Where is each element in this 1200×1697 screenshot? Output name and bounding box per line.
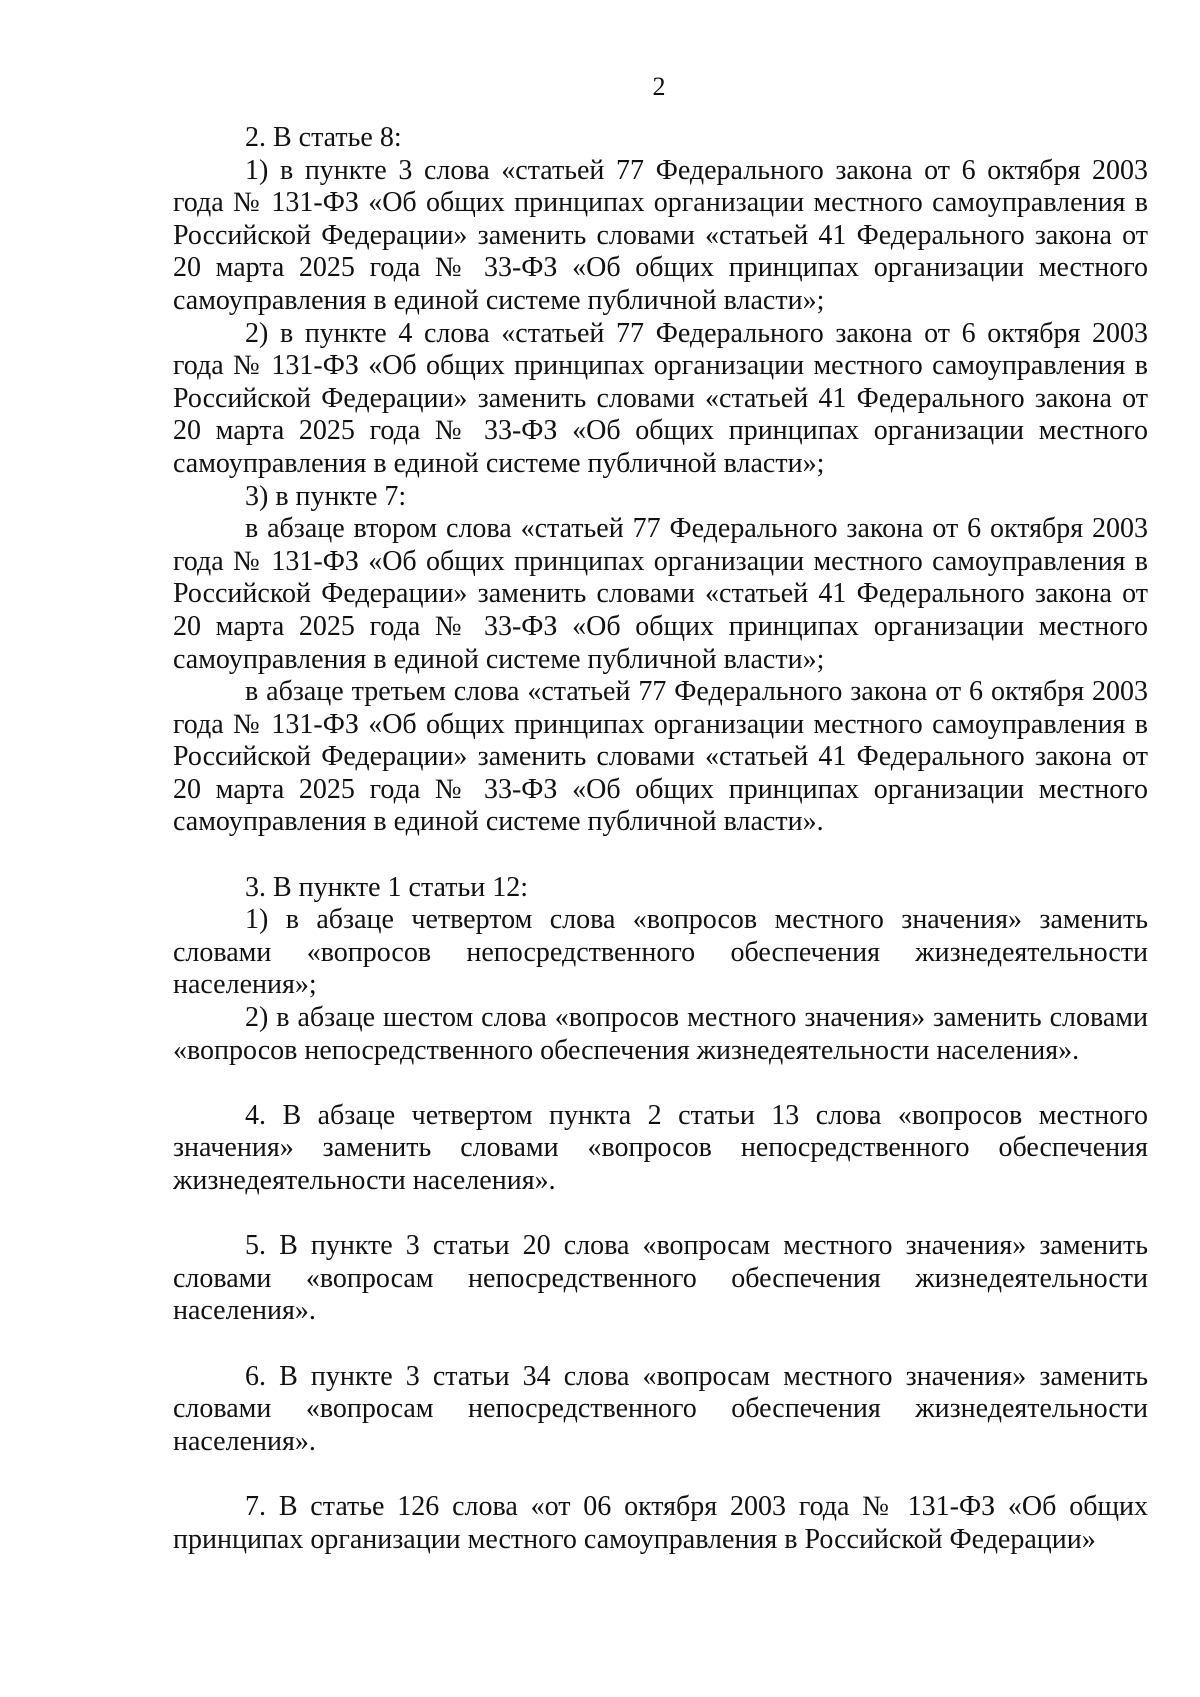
paragraph-section-6: 6. В пункте 3 статьи 34 слова «вопросам местного значения» заменить словами «вопросам непосредственного обеспечения жизнедеятельности населения». — [173, 1360, 1148, 1457]
page-number: 2 — [652, 72, 666, 101]
paragraph-section-2-item-2: 2) в пункте 4 слова «статьей 77 Федерального закона от 6 октября 2003 года № 131-ФЗ «Об общих принципах организации местного самоуправления в Российской Федерации» заменить словами «статьей 41 Федерального закона от 20 марта 2025 года № 33-ФЗ «Об общих принципах организации местного самоуправления в единой системе публичной власти»; — [173, 317, 1148, 479]
paragraph-section-3-heading: 3. В пункте 1 статьи 12: — [245, 871, 529, 903]
paragraph-section-5: 5. В пункте 3 статьи 20 слова «вопросам местного значения» заменить словами «вопросам непосредственного обеспечения жизнедеятельности населения». — [173, 1230, 1148, 1327]
paragraph-section-2-item-3-abzac-3: в абзаце третьем слова «статьей 77 Федерального закона от 6 октября 2003 года № 131-ФЗ «Об общих принципах организации местного самоуправления в Российской Федерации» заменить словами «статьей 41 Федерального закона от 20 марта 2025 года № 33-ФЗ «Об общих принципах организации местного самоуправления в единой системе публичной власти». — [173, 676, 1148, 838]
paragraph-section-2-item-3-abzac-2: в абзаце втором слова «статьей 77 Федерального закона от 6 октября 2003 года № 131-ФЗ «Об общих принципах организации местного самоуправления в Российской Федерации» заменить словами «статьей 41 Федерального закона от 20 марта 2025 года № 33-ФЗ «Об общих принципах организации местного самоуправления в единой системе публичной власти»; — [173, 513, 1148, 675]
paragraph-section-3-item-1: 1) в абзаце четвертом слова «вопросов местного значения» заменить словами «вопросов непосредственного обеспечения жизнедеятельности населения»; — [173, 904, 1148, 1001]
document-body — [173, 122, 1148, 1556]
paragraph-section-3-item-2: 2) в абзаце шестом слова «вопросов местного значения» заменить словами «вопросов непосредственного обеспечения жизнедеятельности населения». — [173, 1002, 1148, 1066]
paragraph-section-4: 4. В абзаце четвертом пункта 2 статьи 13 слова «вопросов местного значения» заменить словами «вопросов непосредственного обеспечения жизнедеятельности населения». — [173, 1099, 1148, 1196]
paragraph-section-2-item-3: 3) в пункте 7: — [245, 480, 407, 512]
paragraph-section-2-heading: 2. В статье 8: — [245, 122, 402, 153]
paragraph-section-7: 7. В статье 126 слова «от 06 октября 2003 года № 131-ФЗ «Об общих принципах организации местного самоуправления в Российской Федерации» — [173, 1490, 1148, 1555]
paragraph-section-2-item-1: 1) в пункте 3 слова «статьей 77 Федерального закона от 6 октября 2003 года № 131-ФЗ «Об общих принципах организации местного самоуправления в Российской Федерации» заменить словами «статьей 41 Федерального закона от 20 марта 2025 года № 33-ФЗ «Об общих принципах организации местного самоуправления в единой системе публичной власти»; — [173, 154, 1148, 316]
